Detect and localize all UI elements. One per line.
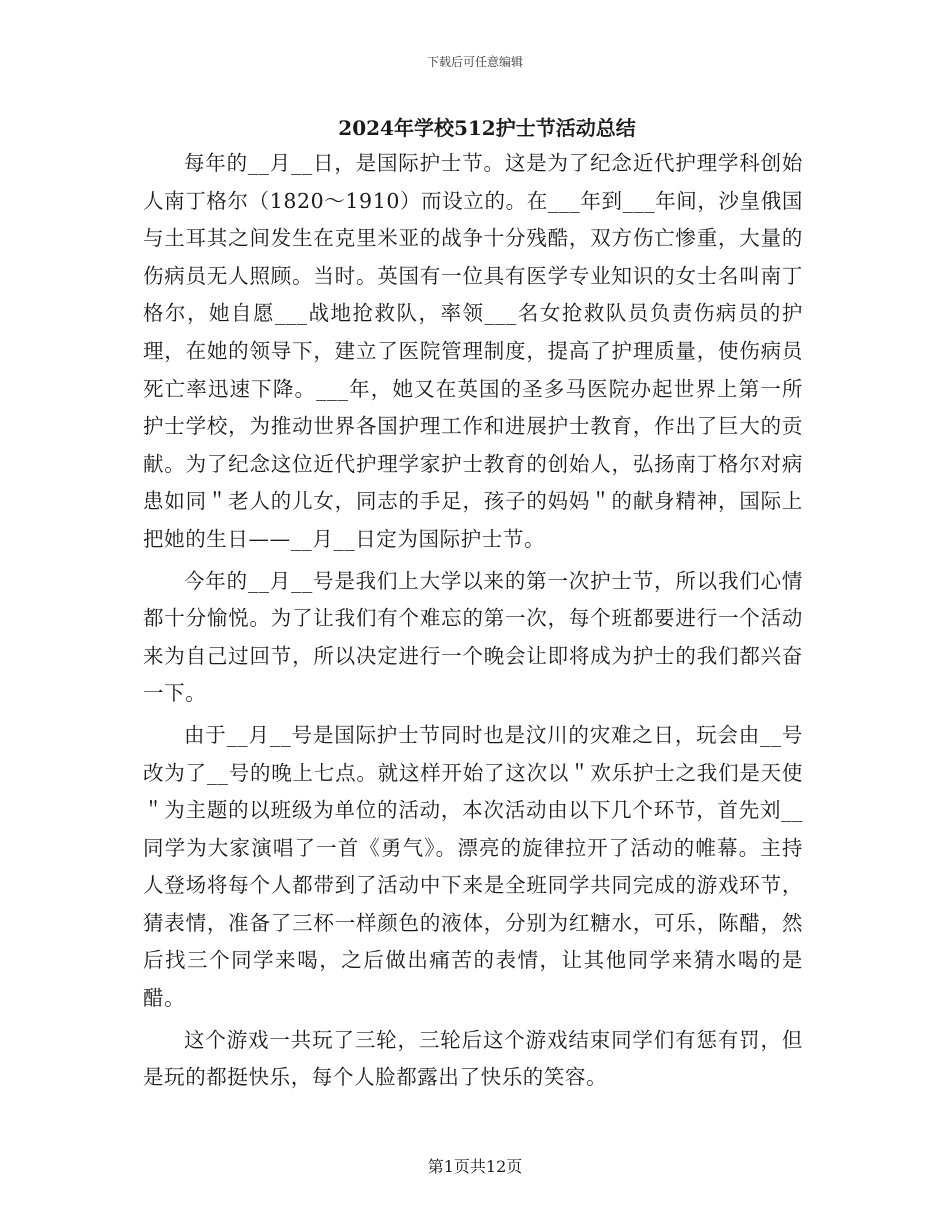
paragraph-4: 这个游戏一共玩了三轮，三轮后这个游戏结束同学们有惩有罚，但是玩的都挺快乐，每个人脸都露出了快乐的笑容。: [143, 1027, 803, 1090]
paragraph-2: 今年的__月__号是我们上大学以来的第一次护士节，所以我们心情都十分愉悦。为了让我们有个难忘的第一次，每个班都要进行一个活动来为自己过回节，所以决定进行一个晚会让即将成为护士的我们都兴奋一下。: [143, 568, 803, 706]
header-note: 下载后可任意编辑: [426, 55, 523, 69]
document-body: [143, 145, 803, 1101]
paragraph-1: 每年的__月__日，是国际护士节。这是为了纪念近代护理学科创始人南丁格尔（1820～1910）而设立的。在___年到___年间，沙皇俄国与土耳其之间发生在克里米亚的战争十分残酷，双方伤亡惨重，大量的伤病员无人照顾。当时。英国有一位具有医学专业知识的女士名叫南丁格尔，她自愿___战地抢救队，率领___名女抢救队员负责伤病员的护理，在她的领导下，建立了医院管理制度，提高了护理质量，使伤病员死亡率迅速下降。___年，她又在英国的圣多马医院办起世界上第一所护士学校，为推动世界各国护理工作和进展护士教育，作出了巨大的贡献。为了纪念这位近代护理学家护士教育的创始人，弘扬南丁格尔对病患如同＂老人的儿女，同志的手足，孩子的妈妈＂的献身精神，国际上把她的生日——__月__日定为国际护士节。: [143, 151, 803, 551]
document-title: 2024年学校512护士节活动总结: [338, 116, 636, 140]
paragraph-3: 由于__月__号是国际护士节同时也是汶川的灾难之日，玩会由__号改为了__号的晚上七点。就这样开始了这次以＂欢乐护士之我们是天使＂为主题的以班级为单位的活动，本次活动由以下几个环节，首先刘__同学为大家演唱了一首《勇气》。漂亮的旋律拉开了活动的帷幕。主持人登场将每个人都带到了活动中下来是全班同学共同完成的游戏环节，猜表情，准备了三杯一样颜色的液体，分别为红糖水，可乐，陈醋，然后找三个同学来喝，之后做出痛苦的表情，让其他同学来猜水喝的是醋。: [143, 722, 803, 1011]
page-number: 第1页共12页: [427, 1157, 523, 1176]
